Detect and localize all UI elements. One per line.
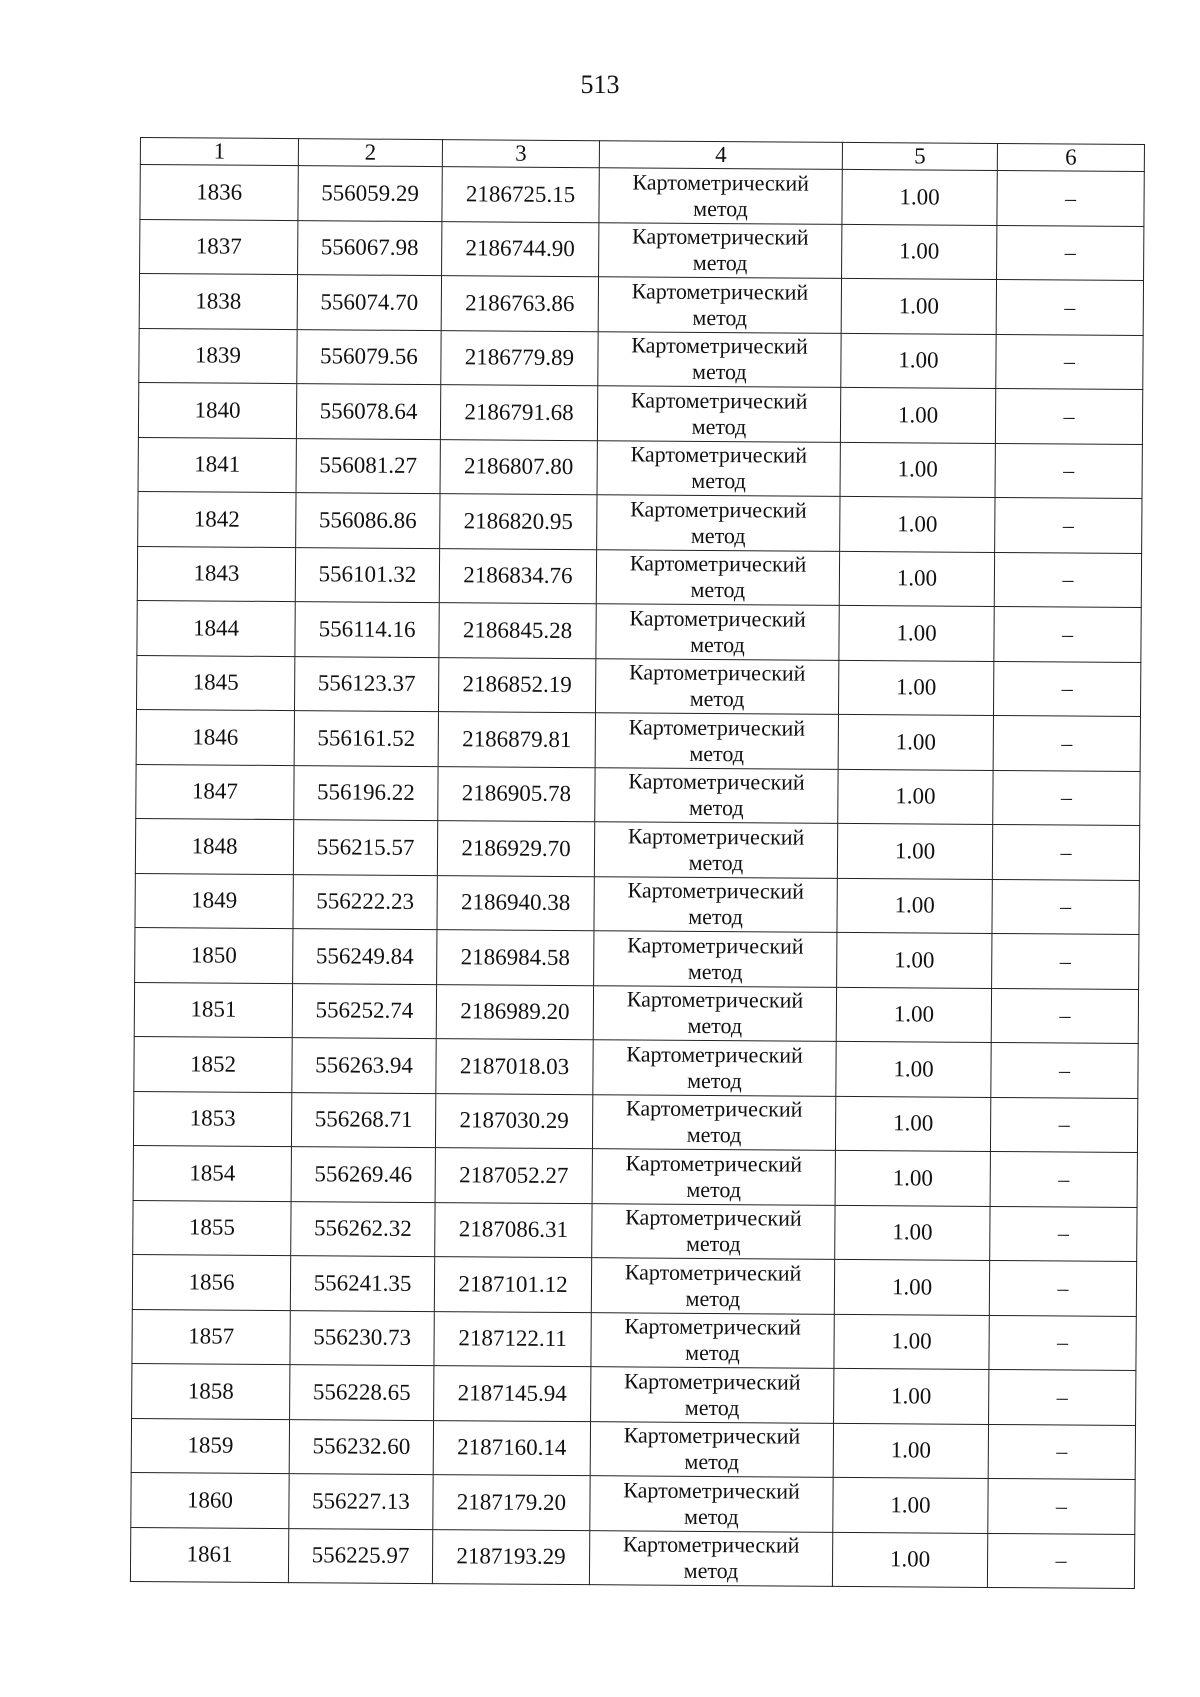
- method-text-line-1: Картометрический: [625, 1204, 802, 1231]
- method-cell: [594, 931, 837, 987]
- point-number-cell: 1844: [137, 600, 295, 656]
- method-text-line-2: метод: [692, 304, 748, 330]
- x-coordinate-cell: 556078.64: [296, 384, 440, 440]
- method-text-line-1: Картометрический: [623, 1422, 801, 1449]
- x-coordinate-cell: 556232.60: [289, 1419, 433, 1475]
- method-cell: [592, 1094, 835, 1150]
- y-coordinate-cell: 2186989.20: [436, 984, 593, 1040]
- table-row: [140, 219, 1144, 281]
- accuracy-cell: 1.00: [836, 987, 991, 1043]
- method-text-line-1: Картометрический: [631, 278, 809, 305]
- table-row: [138, 491, 1142, 553]
- method-text-line-1: Картометрический: [626, 1041, 803, 1068]
- method-text-line-2: метод: [686, 1176, 742, 1202]
- y-coordinate-cell: 2187160.14: [433, 1420, 590, 1476]
- method-text-line-1: Картометрический: [628, 714, 806, 741]
- table-row: [134, 982, 1138, 1044]
- y-coordinate-cell: 2187179.20: [433, 1475, 590, 1531]
- point-number-cell: 1848: [135, 818, 293, 874]
- accuracy-cell: 1.00: [834, 1259, 989, 1315]
- method-cell: [592, 1149, 835, 1205]
- y-coordinate-cell: 2186940.38: [437, 875, 594, 931]
- method-text-line-2: метод: [687, 1013, 743, 1039]
- table-row: [135, 818, 1139, 880]
- method-cell: [591, 1312, 834, 1368]
- method-cell: [595, 658, 838, 714]
- method-cell: [599, 222, 842, 278]
- method-text-line-1: Картометрический: [627, 932, 804, 959]
- method-text-line-2: метод: [684, 1394, 740, 1420]
- method-text-line-1: Картометрический: [630, 441, 808, 468]
- point-number-cell: 1855: [133, 1200, 291, 1256]
- method-cell: [597, 386, 840, 442]
- x-coordinate-cell: 556227.13: [289, 1474, 433, 1530]
- x-coordinate-cell: 556161.52: [294, 711, 438, 767]
- table-row: [131, 1418, 1135, 1480]
- note-cell: –: [997, 170, 1144, 226]
- method-text-line-1: Картометрический: [627, 823, 805, 850]
- table-row: [139, 274, 1143, 336]
- method-text-line-2: метод: [692, 250, 748, 276]
- method-cell: [599, 168, 842, 224]
- method-cell: [595, 713, 838, 769]
- accuracy-cell: 1.00: [839, 605, 994, 661]
- method-text-line-2: метод: [684, 1449, 740, 1475]
- method-text-line-2: метод: [688, 849, 744, 875]
- y-coordinate-cell: 2187145.94: [434, 1366, 591, 1422]
- x-coordinate-cell: 556249.84: [293, 929, 437, 985]
- method-cell: [592, 1203, 835, 1259]
- method-text-line-1: Картометрический: [622, 1531, 800, 1558]
- x-coordinate-cell: 556268.71: [291, 1092, 435, 1148]
- note-cell: –: [997, 225, 1144, 281]
- method-cell: [597, 495, 840, 551]
- note-cell: –: [991, 1042, 1138, 1098]
- accuracy-cell: 1.00: [840, 442, 995, 498]
- accuracy-cell: 1.00: [841, 333, 996, 389]
- note-cell: –: [987, 1533, 1134, 1589]
- y-coordinate-cell: 2186744.90: [442, 221, 599, 277]
- x-coordinate-cell: 556086.86: [296, 493, 440, 549]
- note-cell: –: [989, 1260, 1136, 1316]
- method-text-line-2: метод: [690, 631, 745, 657]
- y-coordinate-cell: 2187086.31: [435, 1202, 592, 1258]
- x-coordinate-cell: 556263.94: [292, 1038, 436, 1094]
- column-header-1: 1: [140, 138, 298, 166]
- point-number-cell: 1845: [137, 655, 295, 711]
- x-coordinate-cell: 556079.56: [297, 329, 441, 385]
- table-row: [138, 382, 1142, 444]
- accuracy-cell: 1.00: [834, 1368, 989, 1424]
- method-text-line-1: Картометрический: [628, 768, 805, 795]
- y-coordinate-cell: 2187018.03: [436, 1039, 593, 1095]
- table-row: [135, 873, 1139, 935]
- x-coordinate-cell: 556067.98: [298, 220, 442, 276]
- x-coordinate-cell: 556196.22: [294, 765, 438, 821]
- coordinates-table: [130, 137, 1145, 1589]
- accuracy-cell: 1.00: [838, 714, 993, 770]
- y-coordinate-cell: 2186929.70: [437, 821, 594, 877]
- column-header-3: 3: [442, 140, 599, 168]
- method-cell: [591, 1367, 834, 1423]
- method-cell: [590, 1421, 833, 1477]
- note-cell: –: [993, 715, 1140, 771]
- table-row: [136, 709, 1140, 771]
- point-number-cell: 1836: [140, 165, 298, 221]
- table-row: [139, 328, 1143, 390]
- method-text-line-1: Картометрический: [631, 332, 808, 359]
- x-coordinate-cell: 556269.46: [291, 1147, 435, 1203]
- x-coordinate-cell: 556225.97: [288, 1528, 432, 1584]
- y-coordinate-cell: 2187193.29: [432, 1529, 589, 1585]
- table-row: [135, 927, 1139, 989]
- y-coordinate-cell: 2187030.29: [435, 1093, 592, 1149]
- method-text-line-1: Картометрический: [629, 550, 807, 577]
- table-row: [134, 1036, 1138, 1098]
- accuracy-cell: 1.00: [835, 1150, 990, 1206]
- accuracy-cell: 1.00: [840, 387, 995, 443]
- column-header-6: 6: [997, 143, 1144, 171]
- accuracy-cell: 1.00: [840, 496, 995, 552]
- method-cell: [593, 1040, 836, 1096]
- method-text-line-2: метод: [685, 1231, 741, 1257]
- point-number-cell: 1839: [139, 328, 297, 384]
- x-coordinate-cell: 556081.27: [296, 438, 440, 494]
- table-row: [133, 1145, 1137, 1207]
- method-text-line-1: Картометрический: [629, 605, 806, 632]
- x-coordinate-cell: 556101.32: [295, 547, 439, 603]
- method-cell: [591, 1258, 834, 1314]
- method-cell: [596, 549, 839, 605]
- method-text-line-2: метод: [685, 1285, 741, 1311]
- method-text-line-1: Картометрический: [625, 1150, 803, 1177]
- y-coordinate-cell: 2187122.11: [434, 1311, 591, 1367]
- method-cell: [594, 876, 837, 932]
- point-number-cell: 1837: [140, 219, 298, 275]
- table-row: [136, 764, 1140, 826]
- point-number-cell: 1856: [132, 1254, 290, 1310]
- method-text-line-1: Картометрический: [625, 1095, 803, 1122]
- point-number-cell: 1838: [139, 274, 297, 330]
- y-coordinate-cell: 2187052.27: [435, 1148, 592, 1204]
- accuracy-cell: 1.00: [835, 1205, 990, 1261]
- method-cell: [590, 1476, 833, 1532]
- method-text-line-2: метод: [686, 1122, 742, 1148]
- x-coordinate-cell: 556222.23: [293, 874, 437, 930]
- note-cell: –: [992, 824, 1139, 880]
- x-coordinate-cell: 556215.57: [293, 820, 437, 876]
- method-text-line-2: метод: [693, 195, 748, 221]
- accuracy-cell: 1.00: [837, 932, 992, 988]
- table-row: [137, 600, 1141, 662]
- accuracy-cell: 1.00: [833, 1477, 988, 1533]
- x-coordinate-cell: 556228.65: [290, 1365, 434, 1421]
- method-cell: [594, 822, 837, 878]
- note-cell: –: [988, 1478, 1135, 1534]
- accuracy-cell: 1.00: [835, 1096, 990, 1152]
- y-coordinate-cell: 2187101.12: [434, 1257, 591, 1313]
- method-cell: [597, 440, 840, 496]
- accuracy-cell: 1.00: [837, 823, 992, 879]
- method-text-line-1: Картометрический: [631, 223, 809, 250]
- point-number-cell: 1857: [132, 1309, 290, 1365]
- note-cell: –: [990, 1151, 1137, 1207]
- method-text-line-1: Картометрический: [632, 169, 810, 196]
- method-text-line-2: метод: [691, 359, 747, 385]
- x-coordinate-cell: 556262.32: [291, 1201, 435, 1257]
- point-number-cell: 1841: [138, 437, 296, 493]
- note-cell: –: [991, 988, 1138, 1044]
- method-cell: [598, 331, 841, 387]
- accuracy-cell: 1.00: [842, 224, 997, 280]
- accuracy-cell: 1.00: [842, 169, 997, 225]
- point-number-cell: 1853: [133, 1091, 291, 1147]
- accuracy-cell: 1.00: [838, 660, 993, 716]
- method-text-line-1: Картометрический: [623, 1368, 801, 1395]
- method-text-line-2: метод: [691, 468, 746, 494]
- method-cell: [598, 277, 841, 333]
- point-number-cell: 1858: [132, 1363, 290, 1419]
- method-text-line-1: Картометрический: [624, 1313, 802, 1340]
- y-coordinate-cell: 2186820.95: [440, 494, 597, 550]
- x-coordinate-cell: 556059.29: [298, 166, 442, 222]
- table-row: [130, 1527, 1134, 1589]
- column-header-4: 4: [599, 141, 842, 170]
- method-cell: [596, 604, 839, 660]
- method-text-line-1: Картометрический: [630, 387, 808, 414]
- point-number-cell: 1854: [133, 1145, 291, 1201]
- method-text-line-2: метод: [690, 522, 746, 548]
- table-row: [132, 1363, 1136, 1425]
- table-row: [140, 165, 1144, 227]
- table-row: [131, 1472, 1135, 1534]
- point-number-cell: 1850: [135, 927, 293, 983]
- y-coordinate-cell: 2186834.76: [439, 548, 596, 604]
- note-cell: –: [994, 552, 1141, 608]
- accuracy-cell: 1.00: [832, 1532, 987, 1588]
- table-row: [133, 1091, 1137, 1153]
- note-cell: –: [988, 1424, 1135, 1480]
- note-cell: –: [993, 770, 1140, 826]
- point-number-cell: 1842: [138, 491, 296, 547]
- note-cell: –: [992, 933, 1139, 989]
- method-text-line-2: метод: [683, 1558, 739, 1584]
- note-cell: –: [990, 1206, 1137, 1262]
- y-coordinate-cell: 2186852.19: [438, 657, 595, 713]
- x-coordinate-cell: 556114.16: [295, 602, 439, 658]
- coordinates-table-container: [130, 137, 1144, 1589]
- y-coordinate-cell: 2186984.58: [437, 930, 594, 986]
- table-row: [132, 1309, 1136, 1371]
- method-text-line-1: Картометрический: [624, 1259, 802, 1286]
- note-cell: –: [992, 879, 1139, 935]
- x-coordinate-cell: 556074.70: [297, 275, 441, 331]
- method-text-line-1: Картометрический: [623, 1477, 800, 1504]
- method-text-line-2: метод: [690, 577, 746, 603]
- table-row: [137, 655, 1141, 717]
- point-number-cell: 1840: [138, 382, 296, 438]
- table-row: [133, 1200, 1137, 1262]
- point-number-cell: 1846: [136, 709, 294, 765]
- method-text-line-2: метод: [688, 904, 743, 930]
- note-cell: –: [995, 497, 1142, 553]
- method-text-line-2: метод: [687, 958, 743, 984]
- method-text-line-1: Картометрический: [626, 986, 804, 1013]
- table-row: [138, 437, 1142, 499]
- y-coordinate-cell: 2186905.78: [438, 766, 595, 822]
- column-header-5: 5: [842, 142, 997, 170]
- x-coordinate-cell: 556230.73: [290, 1310, 434, 1366]
- note-cell: –: [996, 279, 1143, 335]
- table-row: [137, 546, 1141, 608]
- note-cell: –: [995, 388, 1142, 444]
- y-coordinate-cell: 2186879.81: [438, 712, 595, 768]
- column-header-2: 2: [298, 139, 442, 167]
- accuracy-cell: 1.00: [834, 1314, 989, 1370]
- point-number-cell: 1860: [131, 1472, 289, 1528]
- page-number: 513: [580, 70, 620, 99]
- method-text-line-2: метод: [687, 1067, 742, 1093]
- y-coordinate-cell: 2186779.89: [441, 330, 598, 386]
- x-coordinate-cell: 556252.74: [292, 983, 436, 1039]
- accuracy-cell: 1.00: [839, 551, 994, 607]
- note-cell: –: [989, 1315, 1136, 1371]
- y-coordinate-cell: 2186807.80: [440, 439, 597, 495]
- note-cell: –: [990, 1097, 1137, 1153]
- method-text-line-2: метод: [684, 1503, 739, 1529]
- accuracy-cell: 1.00: [838, 769, 993, 825]
- y-coordinate-cell: 2186845.28: [439, 603, 596, 659]
- point-number-cell: 1859: [131, 1418, 289, 1474]
- method-text-line-1: Картометрический: [630, 496, 807, 523]
- method-text-line-2: метод: [689, 740, 745, 766]
- method-text-line-2: метод: [688, 795, 744, 821]
- accuracy-cell: 1.00: [836, 1041, 991, 1097]
- note-cell: –: [995, 443, 1142, 499]
- method-cell: [593, 985, 836, 1041]
- note-cell: –: [989, 1369, 1136, 1425]
- accuracy-cell: 1.00: [837, 878, 992, 934]
- method-text-line-1: Картометрический: [628, 659, 806, 686]
- x-coordinate-cell: 556123.37: [294, 656, 438, 712]
- x-coordinate-cell: 556241.35: [290, 1256, 434, 1312]
- method-text-line-2: метод: [691, 413, 747, 439]
- method-cell: [595, 767, 838, 823]
- y-coordinate-cell: 2186791.68: [440, 385, 597, 441]
- point-number-cell: 1851: [134, 982, 292, 1038]
- method-text-line-2: метод: [685, 1340, 740, 1366]
- point-number-cell: 1852: [134, 1036, 292, 1092]
- y-coordinate-cell: 2186725.15: [442, 167, 599, 223]
- point-number-cell: 1847: [136, 764, 294, 820]
- method-text-line-1: Картометрический: [627, 877, 805, 904]
- note-cell: –: [994, 606, 1141, 662]
- accuracy-cell: 1.00: [833, 1423, 988, 1479]
- accuracy-cell: 1.00: [841, 278, 996, 334]
- method-text-line-2: метод: [689, 686, 745, 712]
- note-cell: –: [993, 661, 1140, 717]
- y-coordinate-cell: 2186763.86: [441, 276, 598, 332]
- point-number-cell: 1843: [137, 546, 295, 602]
- table-row: [132, 1254, 1136, 1316]
- point-number-cell: 1861: [130, 1527, 288, 1583]
- point-number-cell: 1849: [135, 873, 293, 929]
- table-body: [130, 165, 1144, 1589]
- note-cell: –: [996, 334, 1143, 390]
- method-cell: [589, 1530, 832, 1586]
